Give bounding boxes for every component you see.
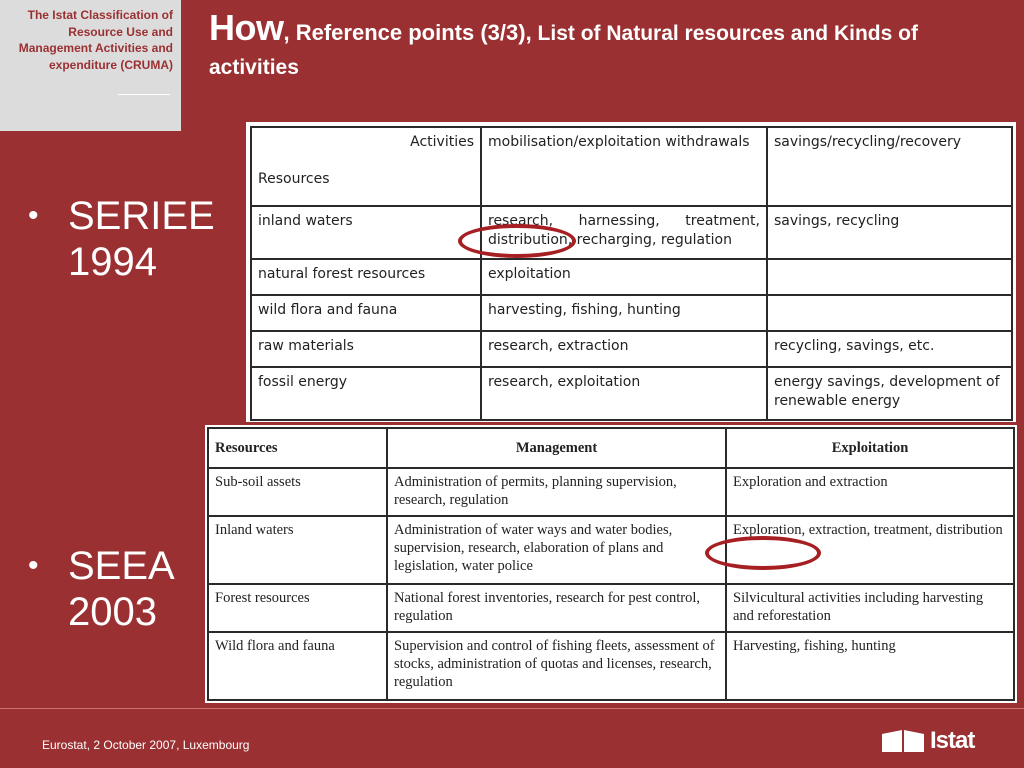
table-header-cell: mobilisation/exploitation withdrawals (481, 127, 767, 206)
seriee-table-image (246, 122, 1016, 422)
table-cell: Wild flora and fauna (208, 632, 387, 700)
highlight-circle-distribution-seea (705, 536, 821, 570)
table-cell: Administration of water ways and water bodies, supervision, research, elaboration of plans and legislation, water police (387, 516, 726, 584)
table-header-cell: Exploitation (726, 428, 1014, 468)
header-corner-box (0, 0, 181, 131)
resources-label: Resources (258, 171, 330, 187)
title-subtitle: Reference points (3/3), (289, 20, 532, 45)
title-how: How (209, 7, 284, 48)
table-cell: natural forest resources (251, 259, 481, 295)
table-row (208, 584, 1014, 632)
istat-logo-text: Istat (930, 727, 975, 754)
footer-divider (0, 708, 1024, 709)
classification-label: The Istat Classification of Resource Use and Management Activities and expenditure (CRUMA) (18, 8, 173, 72)
table-row (208, 468, 1014, 516)
table-cell: research, extraction (481, 331, 767, 367)
table-cell: Sub-soil assets (208, 468, 387, 516)
table-cell: savings, recycling (767, 206, 1012, 259)
bullet-dot-icon: • (28, 549, 39, 582)
table-cell: energy savings, development of renewable energy (767, 367, 1012, 420)
table-cell: research, harnessing, treatment, distribution, recharging, regulation (481, 206, 767, 259)
table-row (251, 367, 1012, 420)
table-header-row (208, 428, 1014, 468)
table-row (251, 259, 1012, 295)
table-cell: exploitation (481, 259, 767, 295)
table-row (251, 206, 1012, 259)
bullet-text: SERIEE 1994 (68, 194, 215, 284)
table-header-row (251, 127, 1012, 206)
activities-label: Activities (410, 134, 474, 150)
table-cell (767, 295, 1012, 331)
table-cell: Inland waters (208, 516, 387, 584)
seea-table (207, 427, 1015, 701)
table-row (208, 632, 1014, 700)
table-cell: Silvicultural activities including harvesting and reforestation (726, 584, 1014, 632)
table-cell: fossil energy (251, 367, 481, 420)
table-cell: Exploration, extraction, treatment, distribution (726, 516, 1014, 584)
highlight-circle-distribution-seriee (458, 224, 576, 258)
table-cell: recycling, savings, etc. (767, 331, 1012, 367)
table-cell: Administration of permits, planning supervision, research, regulation (387, 468, 726, 516)
table-row (208, 516, 1014, 584)
table-row (251, 331, 1012, 367)
table-header-cell: savings/recycling/recovery (767, 127, 1012, 206)
table-cell: wild flora and fauna (251, 295, 481, 331)
table-cell: research, exploitation (481, 367, 767, 420)
title-comma: , (283, 20, 290, 45)
table-cell (767, 259, 1012, 295)
table-cell: raw materials (251, 331, 481, 367)
seea-table-image (205, 425, 1017, 703)
table-cell: Forest resources (208, 584, 387, 632)
seriee-table (250, 126, 1013, 421)
table-header-cell: Management (387, 428, 726, 468)
title-rest: List of Natural resources and Kinds of activities (209, 22, 918, 79)
table-row (251, 295, 1012, 331)
bullet-text: SEEA 2003 (68, 544, 175, 634)
table-corner-cell (251, 127, 481, 206)
footer-text: Eurostat, 2 October 2007, Luxembourg (42, 738, 250, 752)
table-header-cell: Resources (208, 428, 387, 468)
table-cell: inland waters (251, 206, 481, 259)
table-cell: National forest inventories, research for pest control, regulation (387, 584, 726, 632)
table-cell: harvesting, fishing, hunting (481, 295, 767, 331)
table-cell: Exploration and extraction (726, 468, 1014, 516)
bullet-dot-icon: • (28, 199, 39, 232)
slide-title (209, 7, 989, 86)
table-cell: Supervision and control of fishing fleets, assessment of stocks, administration of quotas and licenses, research, regulation (387, 632, 726, 700)
corner-divider (118, 94, 170, 95)
table-cell: Harvesting, fishing, hunting (726, 632, 1014, 700)
